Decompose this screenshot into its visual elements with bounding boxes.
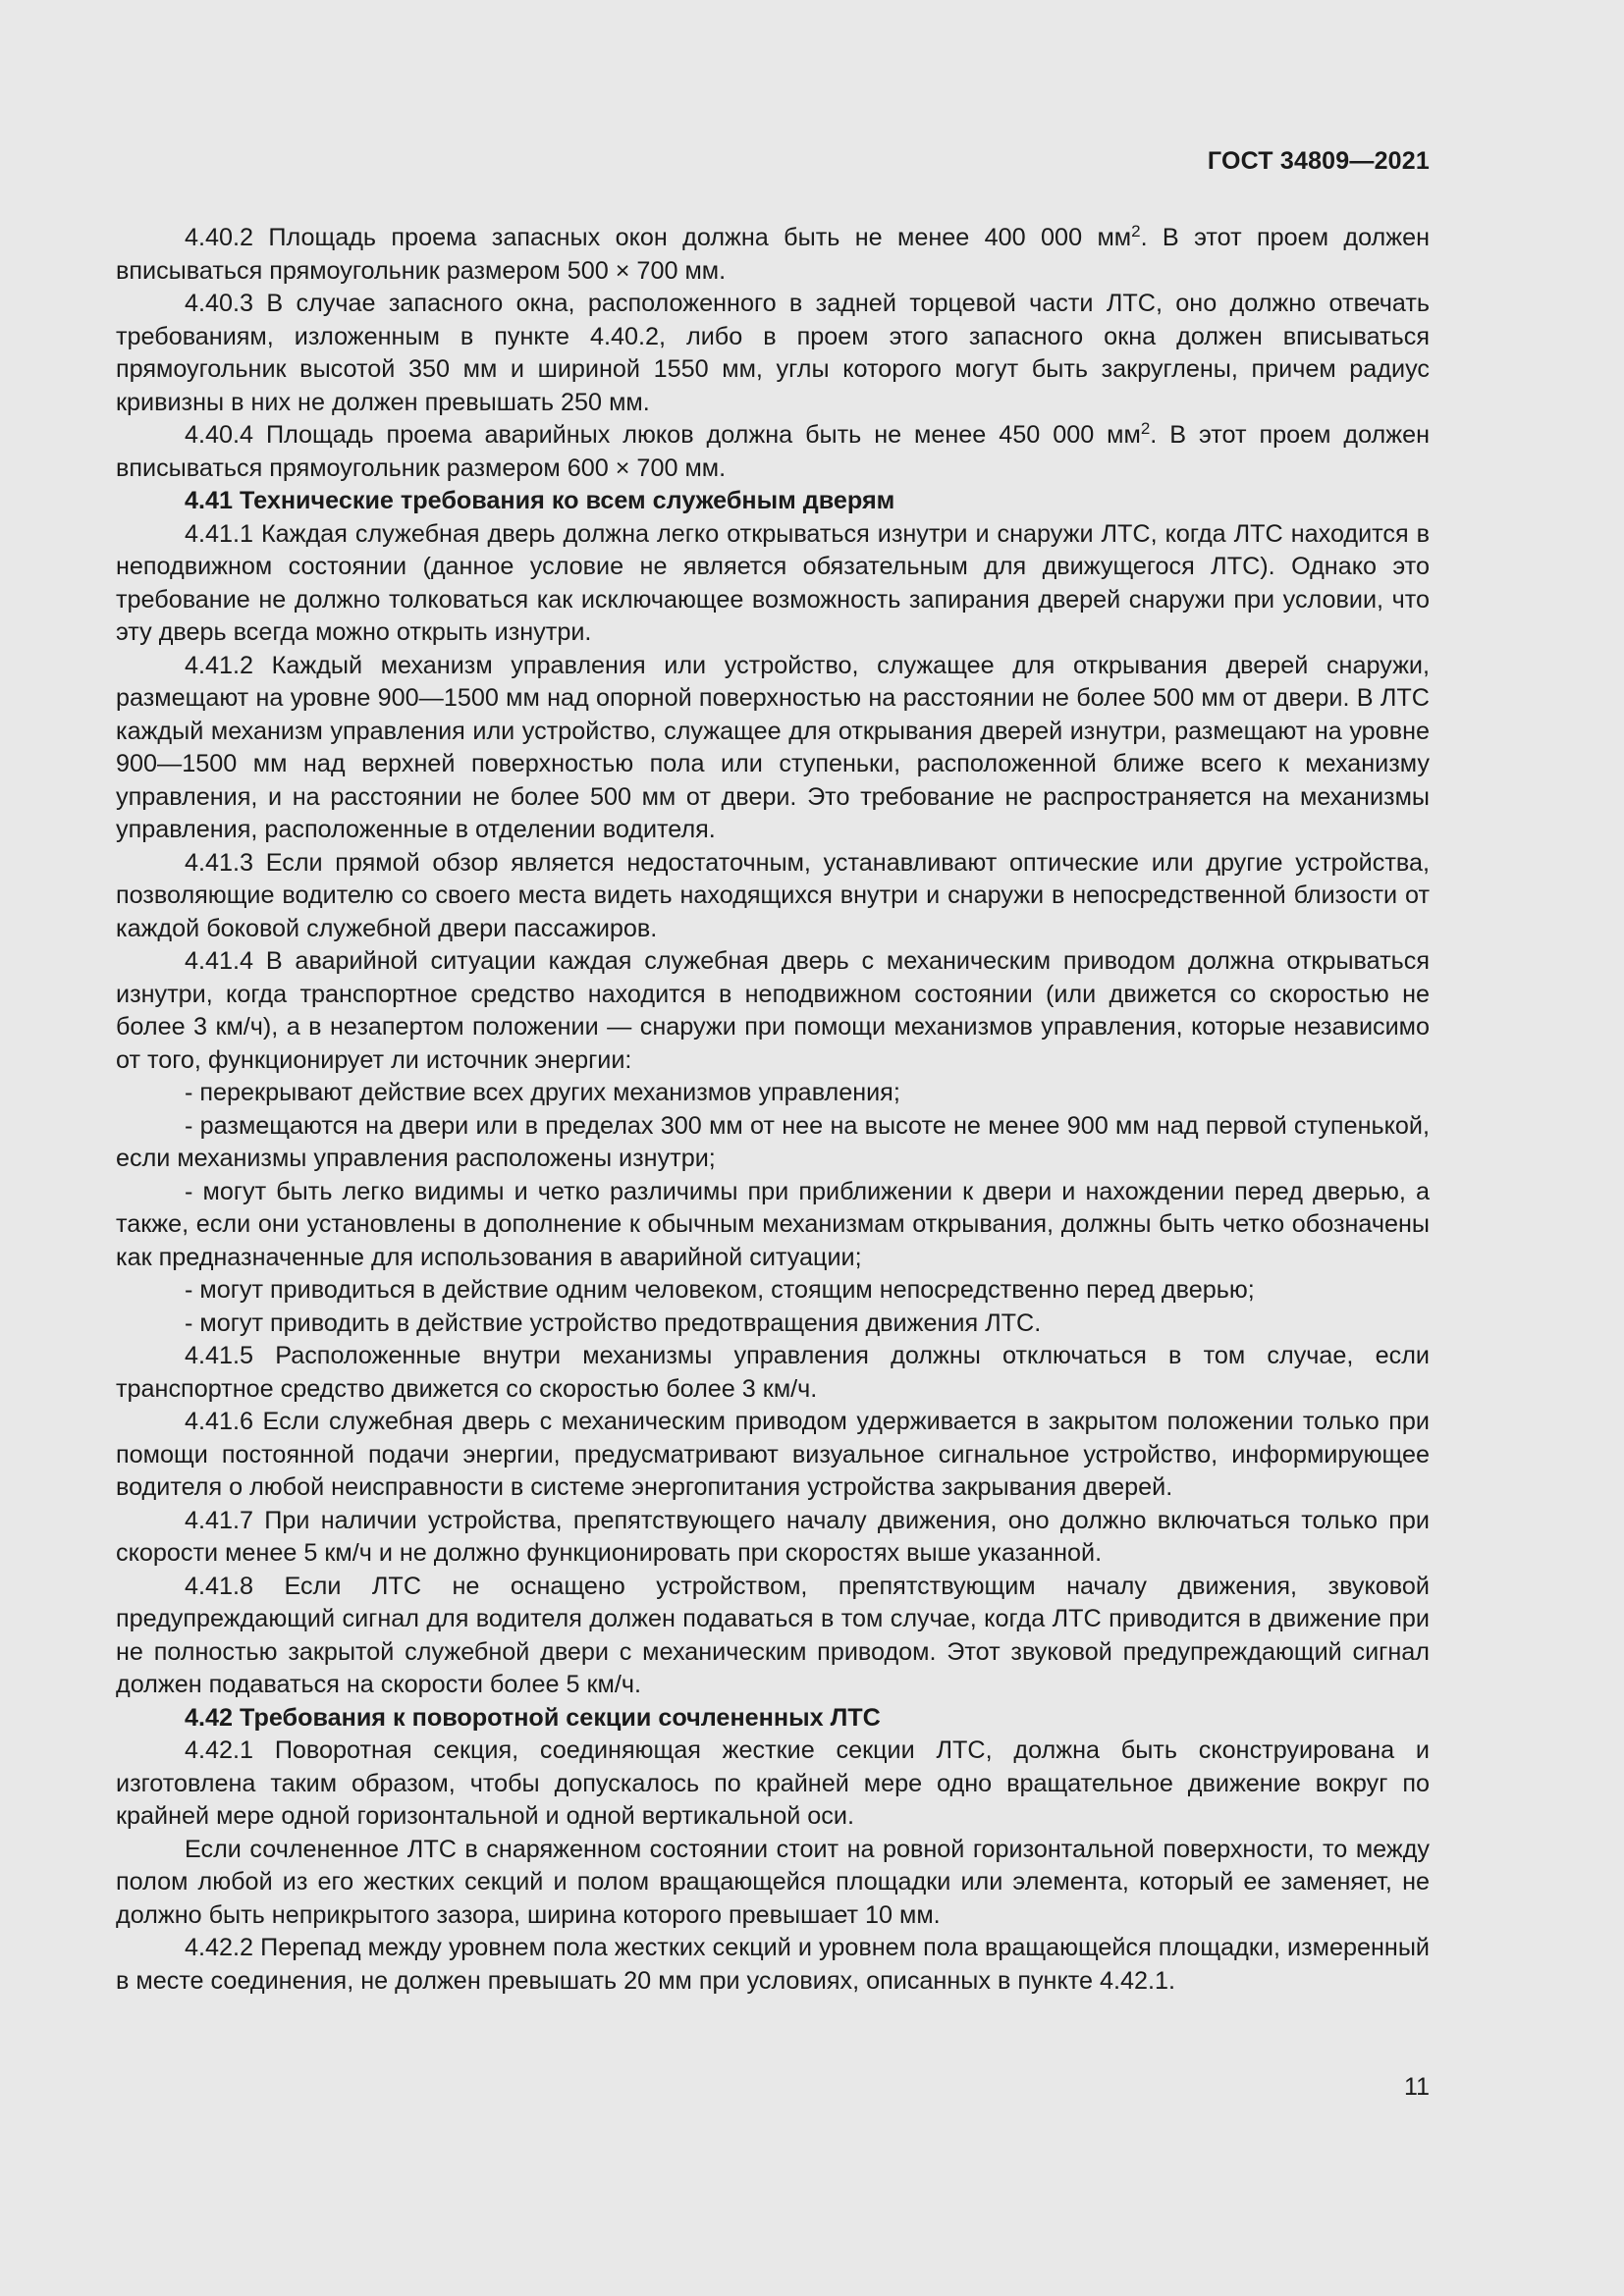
paragraph-text: 4.40.2 Площадь проема запасных окон должна быть не менее 400 000 мм xyxy=(185,224,1132,251)
paragraph-4-41-2: 4.41.2 Каждый механизм управления или устройство, служащее для открывания дверей снаружи, размещают на уровне 900—1500 мм над опорной поверхностью на расстоянии не более 500 мм от двери. В ЛТС каждый механизм управления или устройство, служащее для открывания дверей изнутри, размещают на уровне 900—1500 мм над верхней поверхностью пола или ступеньки, расположенной ближе всего к механизму управления, и на расстоянии не более 500 мм от двери. Это требование не распространяется на механизмы управления, расположенные в отделении водителя. xyxy=(116,651,1430,843)
paragraph-4-41-7: 4.41.7 При наличии устройства, препятствующего началу движения, оно должно включаться только при скорости менее 5 км/ч и не должно функционировать при скоростях выше указанной. xyxy=(116,1506,1430,1567)
document-body xyxy=(116,222,1430,1998)
list-item: - могут приводить в действие устройство предотвращения движения ЛТС. xyxy=(185,1308,1042,1337)
superscript: 2 xyxy=(1140,419,1151,438)
list-item: - могут приводиться в действие одним человеком, стоящим непосредственно перед дверью; xyxy=(185,1276,1255,1304)
paragraph-text: . В этот проем должен вписываться прямоугольник размером 500 × 700 мм. xyxy=(116,224,1431,285)
paragraph-4-42-2: 4.42.2 Перепад между уровнем пола жестких секций и уровнем пола вращающейся площадки, измеренный в месте соединения, не должен превышать 20 мм при условиях, описанных в пункте 4.42.1. xyxy=(116,1934,1430,1995)
page-number: 11 xyxy=(1404,2073,1430,2101)
paragraph-text: 4.40.4 Площадь проема аварийных люков должна быть не менее 450 000 мм xyxy=(185,421,1141,449)
paragraph-4-40-2 xyxy=(116,222,1430,288)
list-item: - перекрывают действие всех других механизмов управления; xyxy=(185,1079,900,1106)
paragraph-text: . В этот проем должен вписываться прямоугольник размером 600 × 700 мм. xyxy=(116,421,1430,482)
paragraph-4-41-6: 4.41.6 Если служебная дверь с механическим приводом удерживается в закрытом положении только при помощи постоянной подачи энергии, предусматривают визуальное сигнальное устройство, информирующее водителя о любой неисправности в системе энергопитания устройства закрывания дверей. xyxy=(116,1408,1430,1501)
paragraph-4-42-1: 4.42.1 Поворотная секция, соединяющая жесткие секции ЛТС, должна быть сконструирована и изготовлена таким образом, чтобы допускалось по крайней мере одно вращательное движение вокруг по крайней мере одной горизонтальной и одной вертикальной оси. xyxy=(116,1736,1430,1830)
list-item: - размещаются на двери или в пределах 300 мм от нее на высоте не менее 900 мм над первой ступенькой, если механизмы управления расположены изнутри; xyxy=(116,1111,1430,1172)
section-heading-4-41: 4.41 Технические требования ко всем служебным дверям xyxy=(185,487,895,514)
section-heading-4-42: 4.42 Требования к поворотной секции сочлененных ЛТС xyxy=(185,1703,881,1732)
paragraph-4-40-4 xyxy=(116,419,1430,485)
paragraph-4-41-5: 4.41.5 Расположенные внутри механизмы управления должны отключаться в том случае, если транспортное средство движется со скоростью более 3 км/ч. xyxy=(116,1342,1430,1403)
standard-header: ГОСТ 34809—2021 xyxy=(1207,147,1430,175)
superscript: 2 xyxy=(1131,222,1141,240)
paragraph-4-40-3: 4.40.3 В случае запасного окна, расположенного в задней торцевой части ЛТС, оно должно отвечать требованиям, изложенным в пункте 4.40.2, либо в проем этого запасного окна должен вписываться прямоугольник высотой 350 мм и шириной 1550 мм, углы которого могут быть закруглены, причем радиус кривизны в них не должен превышать 250 мм. xyxy=(116,290,1430,416)
list-item: - могут быть легко видимы и четко различимы при приближении к двери и нахождении перед дверью, а также, если они установлены в дополнение к обычным механизмам открывания, должны быть четко обозначены как предназначенные для использования в аварийной ситуации; xyxy=(116,1177,1430,1271)
paragraph-4-41-8: 4.41.8 Если ЛТС не оснащено устройством, препятствующим началу движения, звуковой предупреждающий сигнал для водителя должен подаваться в том случае, когда ЛТС приводится в движение при не полностью закрытой служебной двери с механическим приводом. Этот звуковой предупреждающий сигнал должен подаваться на скорости более 5 км/ч. xyxy=(116,1572,1430,1698)
paragraph-4-41-4: 4.41.4 В аварийной ситуации каждая служебная дверь с механическим приводом должна открываться изнутри, когда транспортное средство находится в неподвижном состоянии (или движется со скоростью не более 3 км/ч), а в незапертом положении — снаружи при помощи механизмов управления, которые независимо от того, функционирует ли источник энергии: xyxy=(116,947,1430,1074)
paragraph-4-41-3: 4.41.3 Если прямой обзор является недостаточным, устанавливают оптические или другие устройства, позволяющие водителю со своего места видеть находящихся внутри и снаружи в непосредственной близости от каждой боковой служебной двери пассажиров. xyxy=(116,848,1430,942)
paragraph-4-42-1-continued: Если сочлененное ЛТС в снаряженном состоянии стоит на ровной горизонтальной поверхности, то между полом любой из его жестких секций и полом вращающейся площадки или элемента, который ее заменяет, не должно быть неприкрытого зазора, ширина которого превышает 10 мм. xyxy=(116,1835,1430,1929)
paragraph-4-41-1: 4.41.1 Каждая служебная дверь должна легко открываться изнутри и снаружи ЛТС, когда ЛТС находится в неподвижном состоянии (данное условие не является обязательным для движущегося ЛТС). Однако это требование не должно толковаться как исключающее возможность запирания дверей снаружи при условии, что эту дверь всегда можно открыть изнутри. xyxy=(116,519,1430,646)
